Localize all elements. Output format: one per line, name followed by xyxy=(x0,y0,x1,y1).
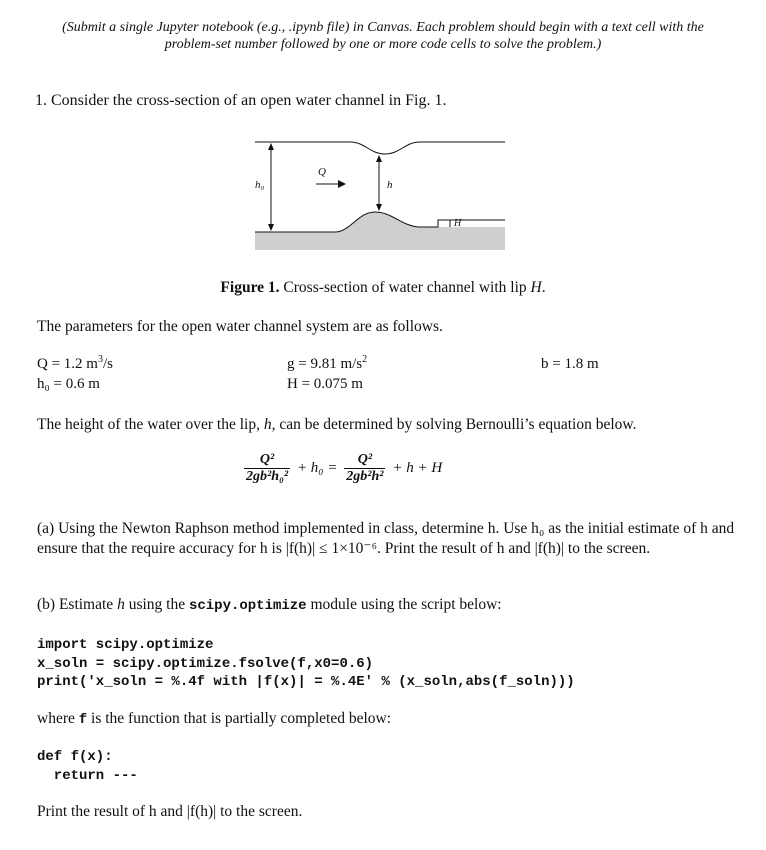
code-line: import scipy.optimize xyxy=(37,637,214,653)
parameters-intro: The parameters for the open water channel system are as follows. xyxy=(37,318,443,335)
param-g: g = 9.81 $m/s^2$ xyxy=(287,354,368,372)
bernoulli-equation xyxy=(244,452,445,485)
code-line: print('x_soln = %.4f with |f(x)| = %.4E' % (x_soln,abs(f_soln))) xyxy=(37,674,575,690)
caption-end: . xyxy=(541,279,546,296)
caption-text: Cross-section of water channel with lip xyxy=(279,279,531,296)
scipy-code-block xyxy=(37,636,575,692)
channel-figure xyxy=(240,140,510,255)
instructions-line-2: problem-set number followed by one or more code cells to solve the problem.) xyxy=(164,37,602,52)
caption-variable: H xyxy=(530,279,542,296)
function-code-block xyxy=(37,748,138,786)
rhs-plus-terms: + h + H xyxy=(392,460,443,476)
part-a-text: (a) Using the Newton Raphson method implemented in class, determine h. Use h₀ as the initial estimate of h and ensure that the require accuracy for h is |f(h)| ≤ 1×10⁻⁶. Print the result of h and |f(h)| to the screen. xyxy=(37,520,735,557)
param-Q: Q = 1.2 $m^3/s$ xyxy=(37,354,113,372)
submission-instructions xyxy=(30,19,736,53)
channel-bed xyxy=(255,212,505,250)
figure-caption xyxy=(0,279,766,297)
height-description: The height of the water over the lip, h, can be determined by solving Bernoulli’s equation below. xyxy=(37,416,637,433)
code-line: return --- xyxy=(37,768,138,784)
print-instruction: Print the result of h and |f(h)| to the screen. xyxy=(37,803,303,820)
code-line: x_soln = scipy.optimize.fsolve(f,x0=0.6) xyxy=(37,655,374,672)
instructions-line-1: (Submit a single Jupyter notebook (e.g., .ipynb file) in Canvas. Each problem should begin with a text cell with the xyxy=(62,20,704,35)
part-b-text: (b) Estimate h using the scipy.optimize module using the script below: xyxy=(37,596,502,614)
caption-label: Figure 1. xyxy=(220,279,280,296)
where-text: where f is the function that is partially completed below: xyxy=(37,710,392,728)
label-Q: Q xyxy=(318,166,326,178)
label-H: H xyxy=(454,218,462,229)
param-H: H = 0.075 m xyxy=(287,376,363,392)
code-line: def f(x): xyxy=(37,749,113,765)
water-surface xyxy=(255,142,505,154)
lhs-plus-h0: + h₀ = xyxy=(296,460,338,476)
lhs-fraction: $\frac{\text{Q²}}{\text{2gb²h₀²}}$ xyxy=(246,452,289,484)
problem-1-intro: 1. Consider the cross-section of an open water channel in Fig. 1. xyxy=(35,92,447,109)
label-h: h xyxy=(387,179,393,191)
rhs-fraction: $\frac{\text{Q²}}{\text{2gb²h²}}$ xyxy=(346,452,384,484)
param-b: b = 1.8 m xyxy=(541,356,599,372)
param-h0: h₀ = 0.6 m xyxy=(37,376,100,392)
label-h0: h₀ xyxy=(255,179,265,191)
